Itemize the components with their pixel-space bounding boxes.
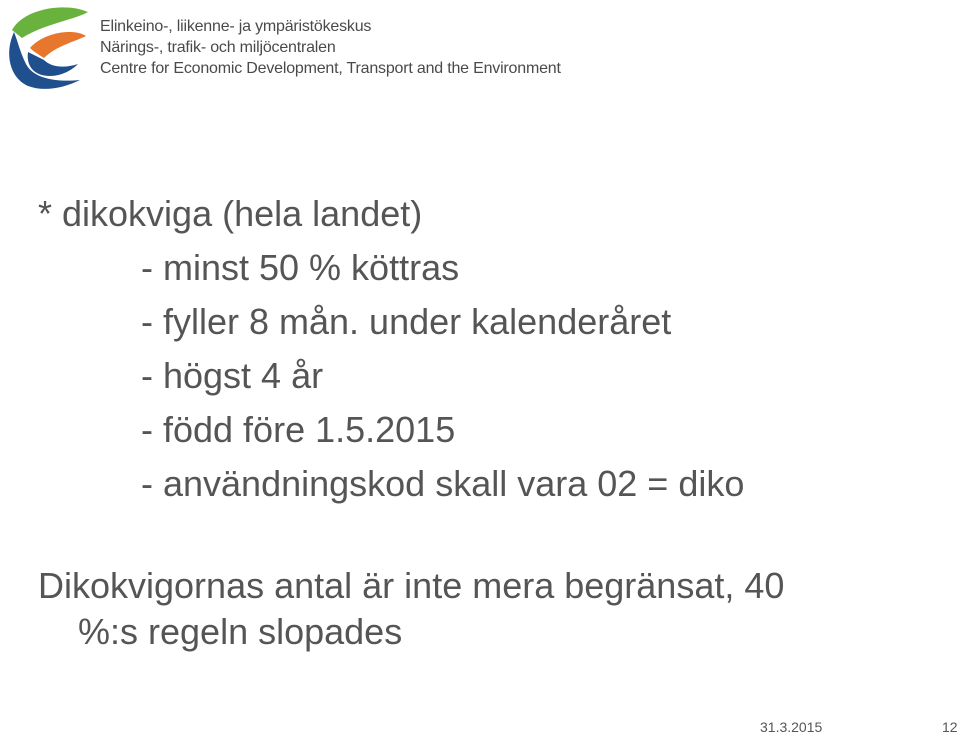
note-line-2: %:s regeln slopades (78, 611, 403, 652)
sub-item-breed: - minst 50 % köttras (141, 247, 460, 288)
ely-logo-icon (4, 2, 92, 90)
sub-item-usage-code: - användningskod skall vara 02 = diko (141, 463, 745, 504)
sub-item-birth-date: - född före 1.5.2015 (141, 409, 456, 450)
note-paragraph (38, 563, 918, 655)
sub-item-age-months: - fyller 8 mån. under kalenderåret (141, 301, 672, 342)
sub-item-max-age: - högst 4 år (141, 355, 324, 396)
organization-name (100, 16, 561, 79)
bullet-title: * dikokviga (hela landet) (38, 193, 423, 234)
org-name-swedish: Närings-, trafik- och miljöcentralen (100, 39, 336, 56)
slide-content (38, 187, 744, 511)
footer-date: 31.3.2015 (760, 719, 823, 735)
page-number: 12 (942, 719, 958, 735)
note-line-1: Dikokvigornas antal är inte mera begränsat, 40 (38, 565, 785, 606)
org-name-finnish: Elinkeino-, liikenne- ja ympäristökeskus (100, 18, 372, 35)
org-name-english: Centre for Economic Development, Transport and the Environment (100, 60, 561, 77)
